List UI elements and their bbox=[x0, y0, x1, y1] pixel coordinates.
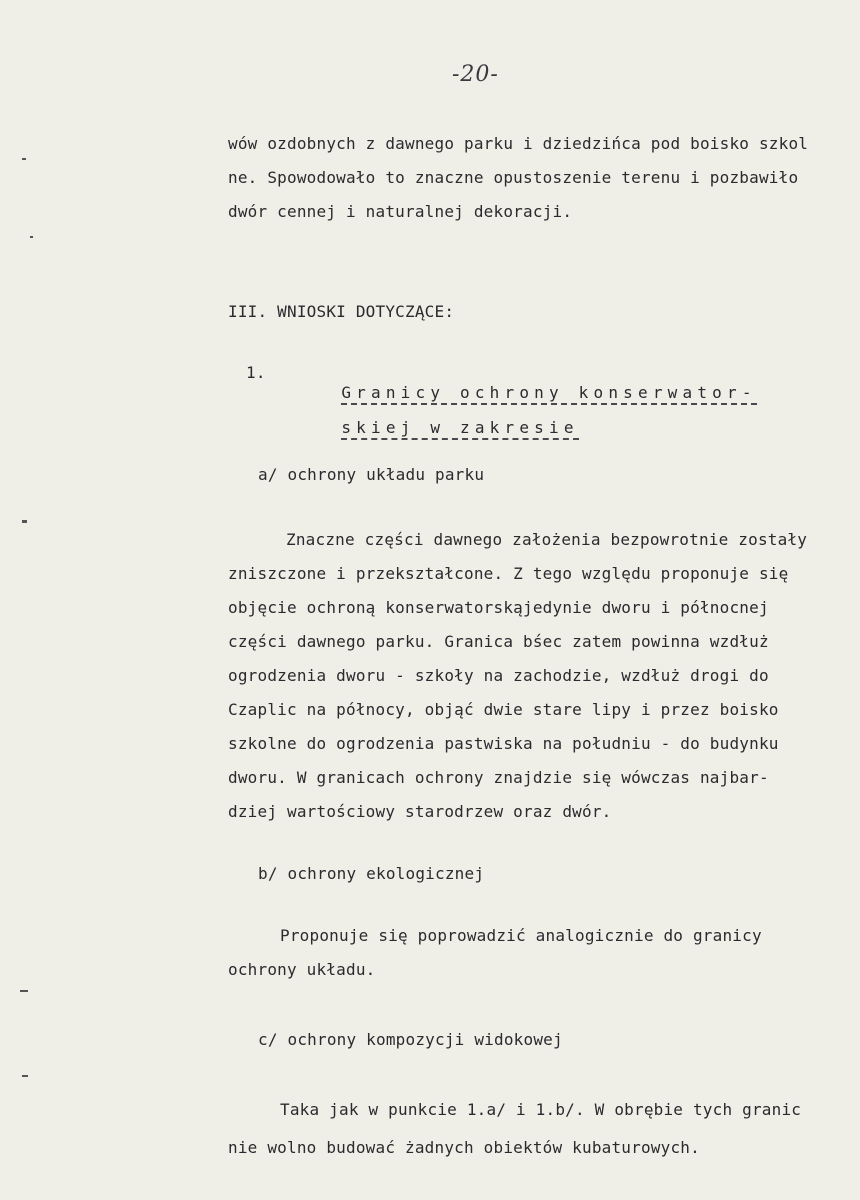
margin-mark bbox=[22, 520, 27, 523]
paragraph-line: ochrony układu. bbox=[228, 960, 376, 979]
subsection-a-label: a/ ochrony układu parku bbox=[258, 465, 485, 484]
paragraph-line: szkolne do ogrodzenia pastwiska na południu - do budynku bbox=[228, 734, 779, 753]
section-heading: III. WNIOSKI DOTYCZĄCE: bbox=[228, 302, 455, 321]
paragraph-line: ogrodzenia dworu - szkoły na zachodzie, wzdłuż drogi do bbox=[228, 666, 769, 685]
item-title-line2 bbox=[282, 398, 579, 458]
subsection-c-label: c/ ochrony kompozycji widokowej bbox=[258, 1030, 563, 1049]
paragraph-line: Proponuje się poprowadzić analogicznie do granicy bbox=[280, 926, 762, 945]
intro-line: dwór cennej i naturalnej dekoracji. bbox=[228, 202, 573, 221]
paragraph-line: zniszczone i przekształcone. Z tego względu proponuje się bbox=[228, 564, 789, 583]
paragraph-line: objęcie ochroną konserwatorskąjedynie dworu i północnej bbox=[228, 598, 769, 617]
item-title-text: Granicy ochrony konserwator- bbox=[341, 383, 756, 405]
margin-mark bbox=[22, 158, 26, 160]
paragraph-line: Czaplic na północy, objąć dwie stare lipy i przez boisko bbox=[228, 700, 779, 719]
paragraph-line: Znaczne części dawnego założenia bezpowrotnie zostały bbox=[286, 530, 808, 549]
item-title-text: skiej w zakresie bbox=[341, 418, 578, 440]
margin-mark bbox=[20, 990, 28, 992]
paragraph-line: części dawnego parku. Granica bśec zatem powinna wzdłuż bbox=[228, 632, 769, 651]
intro-line: wów ozdobnych z dawnego parku i dziedzińca pod boisko szkol bbox=[228, 134, 809, 153]
margin-mark bbox=[30, 236, 33, 238]
item-number: 1. bbox=[246, 363, 266, 382]
paragraph-line: dworu. W granicach ochrony znajdzie się wówczas najbar- bbox=[228, 768, 769, 787]
paragraph-line: dziej wartościowy starodrzew oraz dwór. bbox=[228, 802, 612, 821]
subsection-b-label: b/ ochrony ekologicznej bbox=[258, 864, 485, 883]
paragraph-line: nie wolno budować żadnych obiektów kubaturowych. bbox=[228, 1138, 700, 1157]
paragraph-line: Taka jak w punkcie 1.a/ i 1.b/. W obrębie tych granic bbox=[280, 1100, 802, 1119]
intro-line: ne. Spowodowało to znaczne opustoszenie terenu i pozbawiło bbox=[228, 168, 799, 187]
page-number: -20- bbox=[452, 62, 499, 87]
margin-mark bbox=[22, 1075, 28, 1077]
